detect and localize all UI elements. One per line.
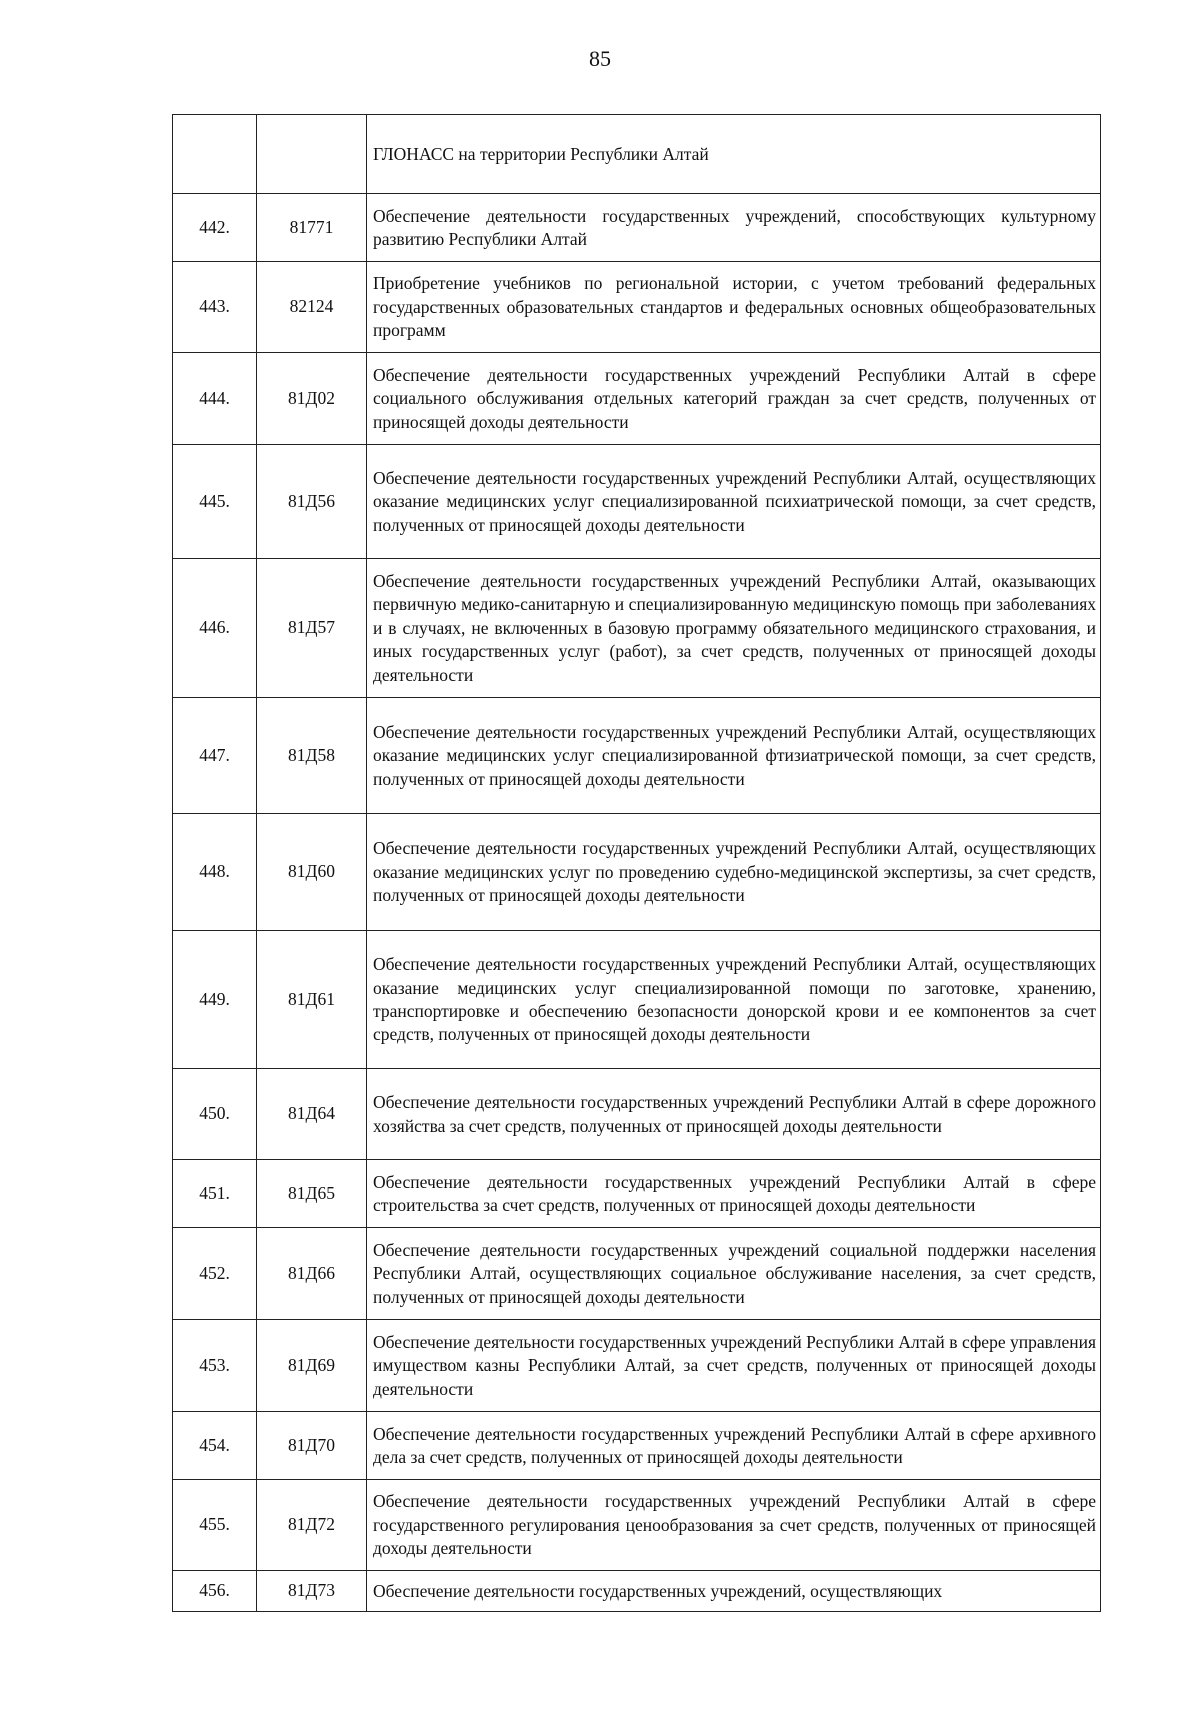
- row-number: 452.: [173, 1228, 257, 1320]
- row-number: 443.: [173, 262, 257, 353]
- table-row: [173, 1412, 1101, 1480]
- row-number: 442.: [173, 194, 257, 262]
- row-code: 82124: [257, 262, 367, 353]
- row-code: 81Д65: [257, 1160, 367, 1228]
- row-number: 455.: [173, 1480, 257, 1571]
- row-description: Приобретение учебников по региональной истории, с учетом требований федеральных государственных образовательных стандартов и федеральных основных общеобразовательных программ: [367, 262, 1101, 353]
- row-number: 447.: [173, 698, 257, 814]
- row-number: 448.: [173, 814, 257, 931]
- table-row: [173, 445, 1101, 559]
- row-description: Обеспечение деятельности государственных учреждений Республики Алтай, осуществляющих оказание медицинских услуг специализированной помощи по заготовке, хранению, транспортировке и обеспечению безопасности донорской крови и ее компонентов за счет средств, полученных от приносящей доходы деятельности: [367, 931, 1101, 1069]
- row-code: 81Д61: [257, 931, 367, 1069]
- table-row: [173, 1480, 1101, 1571]
- row-number: 446.: [173, 559, 257, 698]
- row-description: Обеспечение деятельности государственных учреждений Республики Алтай, осуществляющих оказание медицинских услуг специализированной психиатрической помощи, за счет средств, полученных от приносящей доходы деятельности: [367, 445, 1101, 559]
- row-description: Обеспечение деятельности государственных учреждений Республики Алтай в сфере строительства за счет средств, полученных от приносящей доходы деятельности: [367, 1160, 1101, 1228]
- table-row: [173, 194, 1101, 262]
- row-code: 81Д58: [257, 698, 367, 814]
- table-row: [173, 698, 1101, 814]
- row-number: 444.: [173, 353, 257, 445]
- row-code: 81Д66: [257, 1228, 367, 1320]
- row-code: [257, 115, 367, 194]
- row-code: 81Д70: [257, 1412, 367, 1480]
- row-description: Обеспечение деятельности государственных учреждений Республики Алтай, оказывающих первичную медико-санитарную и специализированную медицинскую помощь при заболеваниях и в случаях, не включенных в базовую программу обязательного медицинского страхования, и иных государственных услуг (работ), за счет средств, полученных от приносящей доходы деятельности: [367, 559, 1101, 698]
- table-row: [173, 1571, 1101, 1612]
- table-row: [173, 1320, 1101, 1412]
- row-description: Обеспечение деятельности государственных учреждений Республики Алтай в сфере управления имуществом казны Республики Алтай, за счет средств, полученных от приносящей доходы деятельности: [367, 1320, 1101, 1412]
- row-number: 456.: [173, 1571, 257, 1612]
- table-row: [173, 1160, 1101, 1228]
- table-body: [173, 115, 1101, 1612]
- row-code: 81771: [257, 194, 367, 262]
- row-description: Обеспечение деятельности государственных учреждений социальной поддержки населения Республики Алтай, осуществляющих социальное обслуживание населения, за счет средств, полученных от приносящей доходы деятельности: [367, 1228, 1101, 1320]
- budget-codes-table: [172, 114, 1101, 1612]
- row-code: 81Д72: [257, 1480, 367, 1571]
- row-description: Обеспечение деятельности государственных учреждений Республики Алтай в сфере архивного дела за счет средств, полученных от приносящей доходы деятельности: [367, 1412, 1101, 1480]
- table-row: [173, 814, 1101, 931]
- row-description: ГЛОНАСС на территории Республики Алтай: [367, 115, 1101, 194]
- row-code: 81Д56: [257, 445, 367, 559]
- page-number: 85: [589, 46, 611, 71]
- row-number: 450.: [173, 1069, 257, 1160]
- row-code: 81Д57: [257, 559, 367, 698]
- row-description: Обеспечение деятельности государственных учреждений Республики Алтай в сфере социального обслуживания отдельных категорий граждан за счет средств, полученных от приносящей доходы деятельности: [367, 353, 1101, 445]
- row-description: Обеспечение деятельности государственных учреждений Республики Алтай в сфере дорожного хозяйства за счет средств, полученных от приносящей доходы деятельности: [367, 1069, 1101, 1160]
- row-number: 449.: [173, 931, 257, 1069]
- row-number: 453.: [173, 1320, 257, 1412]
- table-row: [173, 559, 1101, 698]
- row-code: 81Д69: [257, 1320, 367, 1412]
- table-row: [173, 262, 1101, 353]
- table-row: [173, 115, 1101, 194]
- table-row: [173, 353, 1101, 445]
- row-description: Обеспечение деятельности государственных учреждений, осуществляющих: [367, 1571, 1101, 1612]
- row-code: 81Д02: [257, 353, 367, 445]
- row-number: 454.: [173, 1412, 257, 1480]
- row-description: Обеспечение деятельности государственных учреждений Республики Алтай в сфере государственного регулирования ценообразования за счет средств, полученных от приносящей доходы деятельности: [367, 1480, 1101, 1571]
- row-code: 81Д73: [257, 1571, 367, 1612]
- row-code: 81Д64: [257, 1069, 367, 1160]
- row-description: Обеспечение деятельности государственных учреждений Республики Алтай, осуществляющих оказание медицинских услуг по проведению судебно-медицинской экспертизы, за счет средств, полученных от приносящей доходы деятельности: [367, 814, 1101, 931]
- table-row: [173, 931, 1101, 1069]
- row-number: 445.: [173, 445, 257, 559]
- row-code: 81Д60: [257, 814, 367, 931]
- row-description: Обеспечение деятельности государственных учреждений Республики Алтай, осуществляющих оказание медицинских услуг специализированной фтизиатрической помощи, за счет средств, полученных от приносящей доходы деятельности: [367, 698, 1101, 814]
- row-number: [173, 115, 257, 194]
- table-row: [173, 1069, 1101, 1160]
- row-description: Обеспечение деятельности государственных учреждений, способствующих культурному развитию Республики Алтай: [367, 194, 1101, 262]
- row-number: 451.: [173, 1160, 257, 1228]
- table-row: [173, 1228, 1101, 1320]
